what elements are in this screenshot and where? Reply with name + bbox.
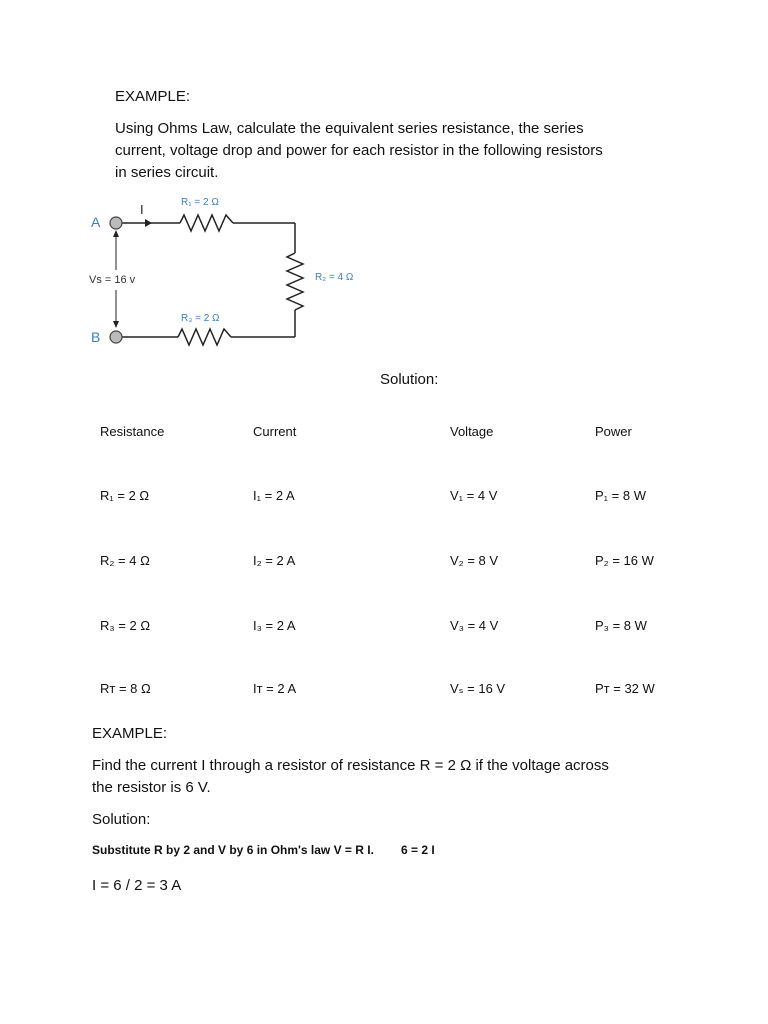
cell-current: I₂ = 2 A	[253, 553, 296, 568]
cell-power: P₂ = 16 W	[595, 553, 654, 568]
question-line: Using Ohms Law, calculate the equivalent series resistance, the series	[115, 120, 584, 137]
cell-current: Iᴛ = 2 A	[253, 681, 297, 696]
cell-current: I₁ = 2 A	[253, 488, 295, 503]
r1-label: R₁ = 2 Ω	[181, 197, 219, 208]
example-2-question	[92, 755, 712, 799]
cell-power: P₃ = 8 W	[595, 618, 647, 633]
cell-resistance: R₂ = 4 Ω	[100, 553, 150, 568]
r2-label: R₂ = 4 Ω	[315, 272, 354, 283]
substitute-text: Substitute R by 2 and V by 6 in Ohm's law V = R I.	[92, 843, 374, 857]
cell-power: Pᴛ = 32 W	[595, 681, 655, 696]
bottom-branch	[122, 329, 295, 345]
header-voltage: Voltage	[450, 424, 494, 439]
source-voltage-label: Vs = 16 v	[89, 274, 136, 286]
terminal-a-icon	[110, 217, 122, 229]
cell-voltage: V₂ = 8 V	[450, 553, 499, 568]
example-1-question	[115, 118, 715, 184]
cell-voltage: V₁ = 4 V	[450, 488, 498, 503]
series-circuit-diagram	[85, 190, 385, 360]
cell-resistance: R₃ = 2 Ω	[100, 618, 151, 633]
cell-voltage: Vₛ = 16 V	[450, 681, 506, 696]
node-b-label: B	[91, 329, 101, 345]
equation-text: 6 = 2 I	[401, 843, 435, 857]
cell-power: P₁ = 8 W	[595, 488, 646, 503]
cell-current: I₃ = 2 A	[253, 618, 296, 633]
question-line: the resistor is 6 V.	[92, 779, 211, 796]
header-current: Current	[253, 424, 297, 439]
question-line: Find the current I through a resistor of resistance R = 2 Ω if the voltage across	[92, 757, 609, 774]
result-text: I = 6 / 2 = 3 A	[92, 877, 182, 894]
terminal-b-icon	[110, 331, 122, 343]
question-line: current, voltage drop and power for each resistor in the following resistors	[115, 142, 603, 159]
cell-voltage: V₃ = 4 V	[450, 618, 499, 633]
cell-resistance: R₁ = 2 Ω	[100, 488, 150, 503]
current-label: I	[140, 202, 144, 217]
right-branch	[287, 253, 303, 337]
node-a-label: A	[91, 214, 101, 230]
current-arrow-icon	[145, 219, 152, 227]
r3-label: R₃ = 2 Ω	[181, 313, 220, 324]
solution-1-label: Solution:	[380, 371, 439, 388]
question-line: in series circuit.	[115, 164, 219, 181]
cell-resistance: Rᴛ = 8 Ω	[100, 681, 151, 696]
solution-2-label: Solution:	[92, 811, 151, 828]
example-2-heading: EXAMPLE:	[92, 725, 168, 742]
example-1-heading: EXAMPLE:	[115, 88, 191, 105]
header-resistance: Resistance	[100, 424, 165, 439]
header-power: Power	[595, 424, 632, 439]
